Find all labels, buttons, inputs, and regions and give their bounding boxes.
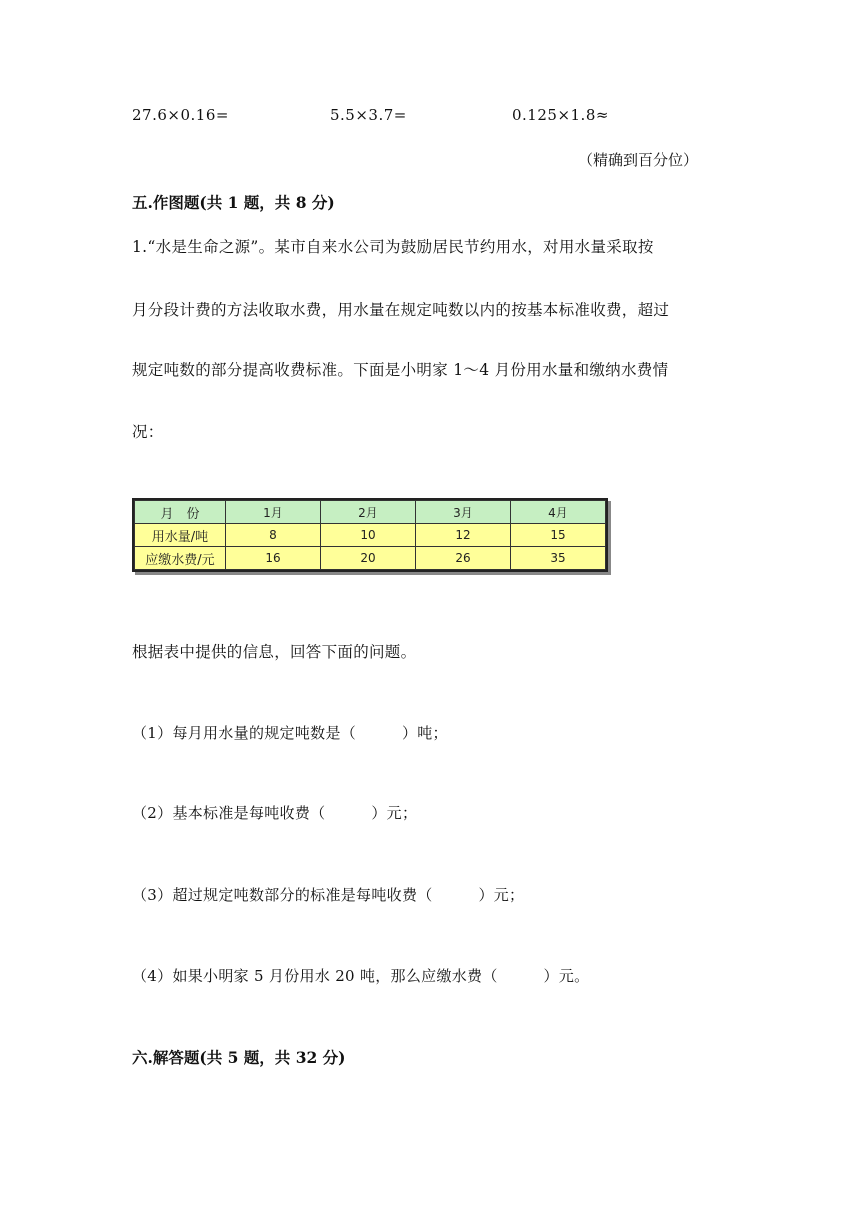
problem-line-2: 月分段计费的方法收取水费，用水量在规定吨数以内的按基本标准收费，超过 (132, 301, 670, 319)
header-month-3: 3月 (416, 501, 511, 524)
header-month-2: 2月 (321, 501, 416, 524)
table-cell: 10 (321, 524, 416, 547)
table-cell: 16 (226, 547, 321, 570)
section-5-title: 五.作图题(共 1 题，共 8 分) (132, 193, 335, 212)
table-row-water-usage (135, 524, 606, 547)
question-4: （4）如果小明家 5 月份用水 20 吨，那么应缴水费（ ）元。 (132, 967, 590, 985)
table-cell: 26 (416, 547, 511, 570)
problem-line-1: 1.“水是生命之源”。某市自来水公司为鼓励居民节约用水，对用水量采取按 (132, 238, 654, 256)
calc-expression-1: 27.6×0.16= (132, 106, 229, 124)
section-6-title: 六.解答题(共 5 题，共 32 分) (132, 1048, 346, 1067)
header-month-label: 月 份 (135, 501, 226, 524)
table-cell: 8 (226, 524, 321, 547)
calc-expression-3: 0.125×1.8≈ (512, 106, 609, 124)
water-usage-table (132, 498, 608, 572)
row-label-water-fee: 应缴水费/元 (135, 547, 226, 570)
table-row-water-fee (135, 547, 606, 570)
problem-line-3: 规定吨数的部分提高收费标准。下面是小明家 1～4 月份用水量和缴纳水费情 (132, 361, 669, 379)
row-label-water-usage: 用水量/吨 (135, 524, 226, 547)
header-month-4: 4月 (511, 501, 606, 524)
table-cell: 35 (511, 547, 606, 570)
question-3: （3）超过规定吨数部分的标准是每吨收费（ ）元； (132, 886, 525, 904)
question-1: （1）每月用水量的规定吨数是（ ）吨； (132, 724, 448, 742)
table-cell: 15 (511, 524, 606, 547)
instruction-text: 根据表中提供的信息，回答下面的问题。 (132, 643, 417, 661)
header-month-1: 1月 (226, 501, 321, 524)
question-2: （2）基本标准是每吨收费（ ）元； (132, 804, 418, 822)
precision-note: （精确到百分位） (578, 151, 699, 169)
table-cell: 20 (321, 547, 416, 570)
table-header-row (135, 501, 606, 524)
table-cell: 12 (416, 524, 511, 547)
problem-line-4: 况： (132, 423, 164, 441)
calc-expression-2: 5.5×3.7= (330, 106, 407, 124)
